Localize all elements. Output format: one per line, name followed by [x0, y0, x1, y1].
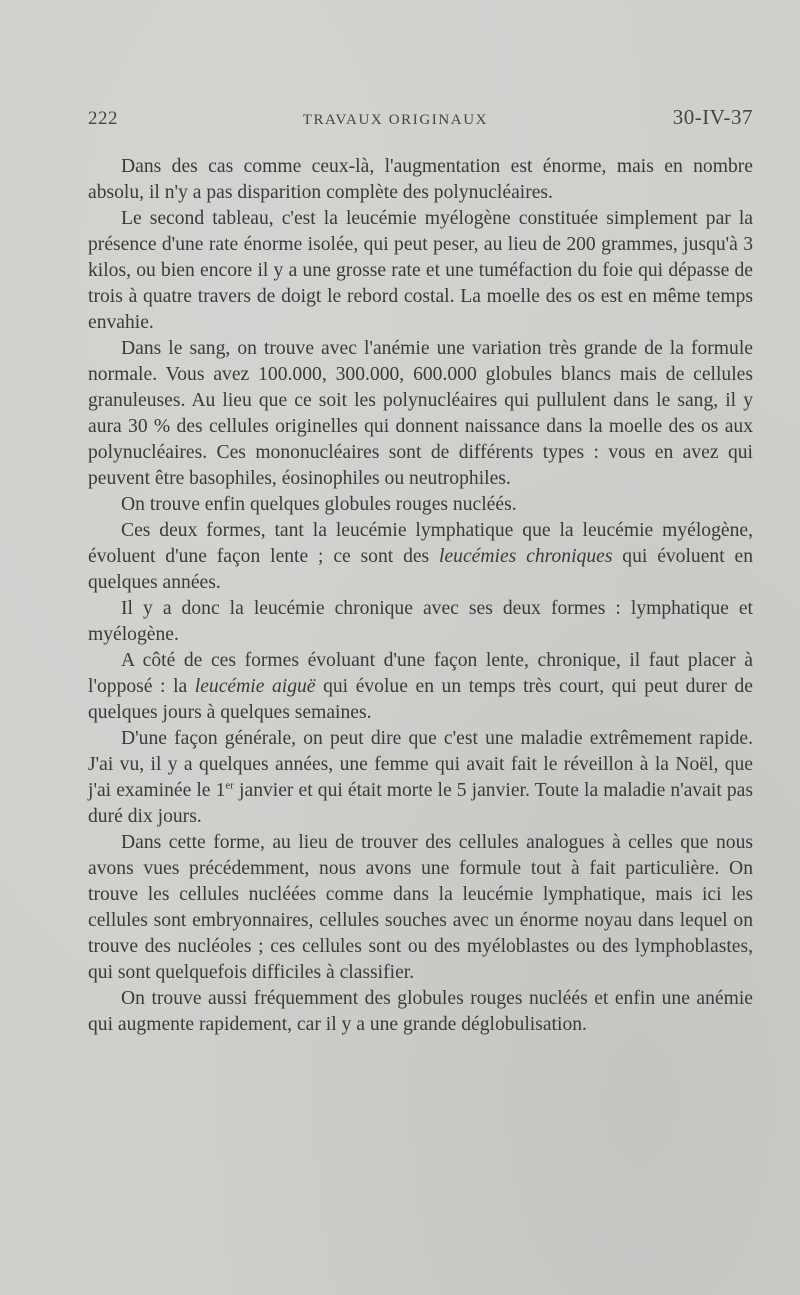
issue-date: 30-IV-37 — [672, 105, 753, 129]
paragraph: Dans cette forme, au lieu de trouver des cellules analogues à celles que nous avons vues précédemment, nous avons une formule tout à fait particulière. On trouve les cellules nucléées comme dans la leucémie lymphatique, mais ici les cellules sont embryonnaires, cellules souches avec un énorme noyau dans lequel on trouve des nucléoles ; ces cellules sont ou des myéloblastes ou des lymphoblastes, qui sont quelquefois difficiles à classifier. — [88, 832, 753, 983]
italic-term: leucémies chroniques — [439, 546, 613, 567]
paragraph: Il y a donc la leucémie chronique avec ses deux formes : lymphatique et myélogène. — [88, 598, 753, 645]
running-head — [88, 105, 753, 130]
page-number: 222 — [88, 108, 118, 129]
body-text — [88, 154, 753, 1038]
paragraph: Dans des cas comme ceux-là, l'augmentation est énorme, mais en nombre absolu, il n'y a pas disparition complète des polynucléaires. — [88, 156, 753, 203]
paragraph-text: A côté de ces formes évoluant d'une façon lente, chronique, il faut placer à l'opposé : la — [88, 650, 753, 697]
paragraph-text: janvier et qui était morte le 5 janvier. Toute la maladie n'avait pas duré dix jours. — [88, 780, 754, 827]
paragraph: Dans le sang, on trouve avec l'anémie une variation très grande de la formule normale. Vous avez 100.000, 300.000, 600.000 globules blancs mais de cellules granuleuses. Au lieu que ce soit les polynucléaires qui pullulent dans le sang, il y aura 30 % des cellules originelles qui donnent naissance dans la moelle des os aux polynucléaires. Ces mononucléaires sont de différents types : vous en avez qui peuvent être basophiles, éosinophiles ou neutrophiles. — [88, 338, 753, 489]
paragraph-text: D'une façon générale, on peut dire que c'est une maladie extrêmement rapide. J'ai vu, il y a quelques années, une femme qui avait fait le réveillon à la Noël, que j'ai examinée le 1 — [88, 728, 753, 801]
paragraph — [88, 726, 753, 830]
paragraph-text: qui évoluent en quelques années. — [88, 546, 753, 593]
paragraph — [88, 648, 753, 726]
paragraph — [88, 518, 753, 596]
running-title: TRAVAUX ORIGINAUX — [302, 112, 489, 128]
italic-term: leucémie aiguë — [194, 676, 316, 697]
paragraph: On trouve aussi fréquemment des globules rouges nucléés et enfin une anémie qui augmente rapidement, car il y a une grande déglobulisation. — [88, 988, 753, 1035]
paragraph-text: Ces deux formes, tant la leucémie lymphatique que la leucémie myélogène, évoluent d'une façon lente ; ce sont des — [88, 520, 753, 567]
paragraph: Le second tableau, c'est la leucémie myélogène constituée simplement par la présence d'une rate énorme isolée, qui peut peser, au lieu de 200 grammes, jusqu'à 3 kilos, ou bien encore il y a une grosse rate et une tuméfaction du foie qui dépasse de trois à quatre travers de doigt le rebord costal. La moelle des os est en même temps envahie. — [88, 208, 753, 333]
ordinal-superscript: er — [225, 779, 234, 792]
paragraph: On trouve enfin quelques globules rouges nucléés. — [121, 494, 517, 515]
paragraph-text: qui évolue en un temps très court, qui peut durer de quelques jours à quelques semaines. — [88, 676, 753, 723]
book-page — [88, 105, 753, 1038]
